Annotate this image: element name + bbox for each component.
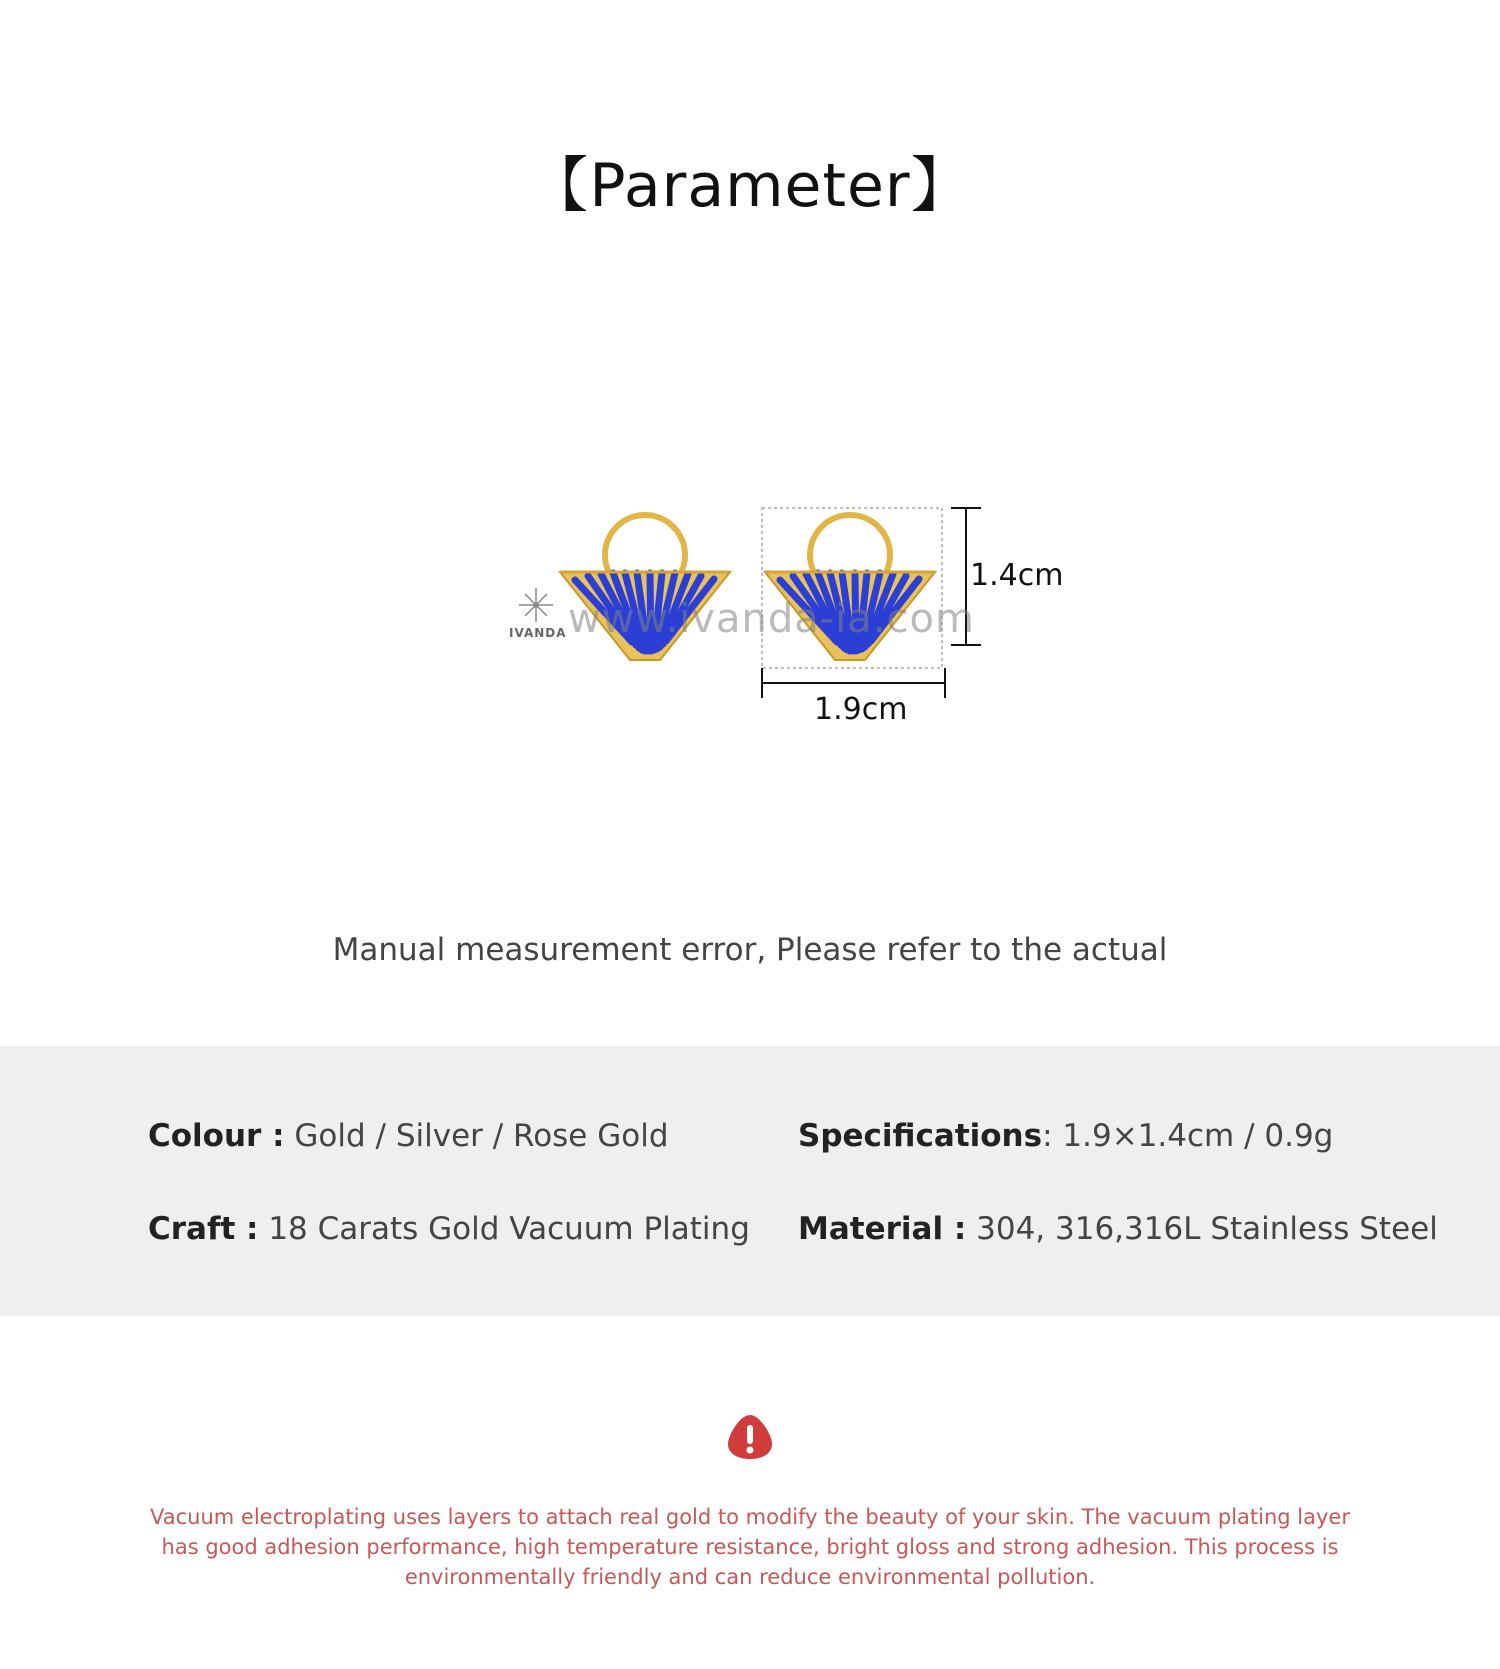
- spec-colour-value: Gold / Silver / Rose Gold: [294, 1118, 669, 1154]
- watermark-url: www.ivanda-ia.com: [568, 596, 975, 642]
- spec-colour: [148, 1118, 669, 1154]
- measurement-note: Manual measurement error, Please refer to the actual: [332, 932, 1168, 968]
- spec-craft-value: 18 Carats Gold Vacuum Plating: [268, 1211, 750, 1247]
- height-dimension-label: 1.4cm: [970, 558, 1064, 593]
- spec-material: [798, 1211, 1438, 1247]
- spec-specifications-label: Specifications: [798, 1118, 1043, 1154]
- plating-warning-text: Vacuum electroplating uses layers to attach real gold to modify the beauty of your skin. The vacuum plating layer has good adhesion performance, high temperature resistance, bright gloss and strong adhesion. This process is environmentally friendly and can reduce environmental pollution.: [150, 1505, 1350, 1589]
- spec-craft: [148, 1211, 750, 1247]
- spec-panel: [0, 1046, 1500, 1316]
- logo-text: IVANDA: [509, 626, 567, 640]
- width-dimension-label: 1.9cm: [814, 692, 908, 727]
- spec-craft-label: Craft :: [148, 1211, 259, 1247]
- page-title: 【Parameter】: [528, 151, 972, 221]
- spec-material-label: Material :: [798, 1211, 967, 1247]
- spec-material-value: 304, 316,316L Stainless Steel: [976, 1211, 1438, 1247]
- spec-specifications-value: : 1.9×1.4cm / 0.9g: [1042, 1118, 1334, 1154]
- spec-specifications: [798, 1118, 1333, 1154]
- alert-icon: [726, 1413, 774, 1461]
- spec-colour-label: Colour :: [148, 1118, 285, 1154]
